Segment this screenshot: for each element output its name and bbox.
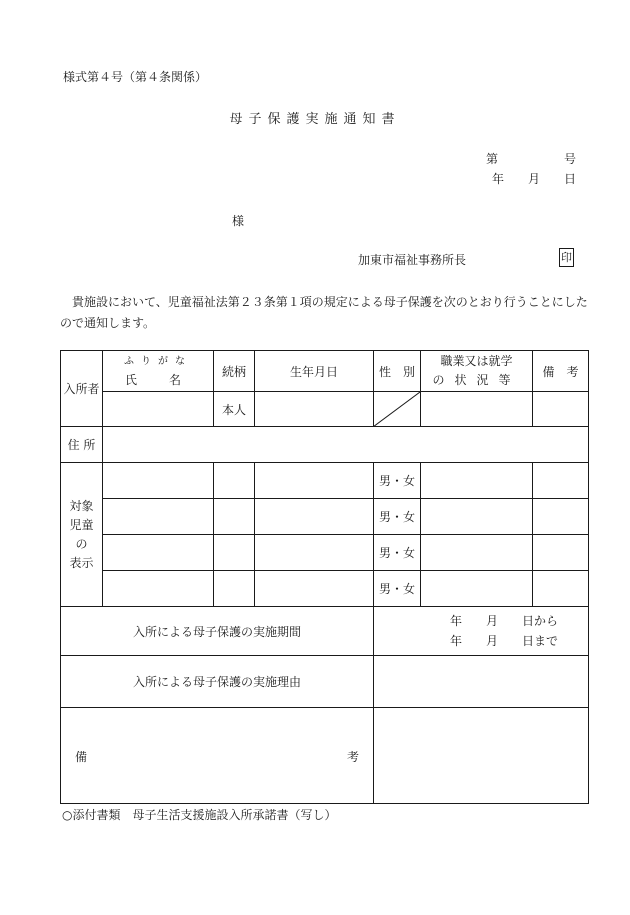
- notice-body-text: 貴施設において、児童福祉法第２３条第１項の規定による母子保護を次のとおり行うことにしたので通知します。: [60, 295, 588, 330]
- entrant-remarks-field[interactable]: [533, 392, 589, 427]
- document-title: 母子保護実施通知書: [229, 112, 401, 127]
- child-name-field[interactable]: [103, 535, 214, 571]
- child-remarks-field[interactable]: [533, 499, 589, 535]
- child-birthdate-field[interactable]: [255, 571, 374, 607]
- period-label: 入所による母子保護の実施期間: [61, 607, 374, 656]
- child-remarks-field[interactable]: [533, 535, 589, 571]
- diagonal-line: [374, 392, 420, 426]
- child-birthdate-field[interactable]: [255, 535, 374, 571]
- child-occupation-field[interactable]: [421, 571, 533, 607]
- child-name-field[interactable]: [103, 499, 214, 535]
- form-number: 様式第４号（第４条関係）: [63, 70, 208, 84]
- date-year: 年: [491, 172, 504, 186]
- period-from: 年 月 日から: [450, 614, 559, 629]
- child-relation-field[interactable]: [214, 535, 255, 571]
- child-birthdate-field[interactable]: [255, 499, 374, 535]
- name-header: [103, 351, 214, 392]
- occupation-header: [421, 351, 533, 392]
- document-number: [486, 150, 576, 167]
- furigana-label: ふりがな: [124, 356, 192, 367]
- entrant-birthdate-field[interactable]: [255, 392, 374, 427]
- remarks-label-right: 考: [346, 750, 359, 765]
- number-suffix: 号: [563, 152, 576, 166]
- reason-label: 入所による母子保護の実施理由: [61, 656, 374, 708]
- entrant-label: 入所者: [61, 351, 103, 427]
- number-prefix: 第: [485, 152, 498, 166]
- entrant-name-field[interactable]: [103, 392, 214, 427]
- child-label-2: 児童: [69, 517, 94, 532]
- protection-details-table: [60, 350, 589, 804]
- child-name-field[interactable]: [103, 463, 214, 499]
- child-relation-field[interactable]: [214, 463, 255, 499]
- child-birthdate-field[interactable]: [255, 463, 374, 499]
- birthdate-header: 生年月日: [255, 351, 374, 392]
- document-date: [492, 170, 576, 187]
- period-to: 年 月 日まで: [450, 634, 559, 649]
- child-remarks-field[interactable]: [533, 463, 589, 499]
- child-occupation-field[interactable]: [421, 535, 533, 571]
- occupation-line-2: の状況等: [432, 373, 521, 387]
- child-label-4: 表示: [69, 555, 94, 570]
- child-sex-option[interactable]: 男・女: [374, 535, 421, 571]
- sex-diagonal-cell: [374, 392, 421, 427]
- self-relation: 本人: [214, 392, 255, 427]
- occupation-line-1: 職業又は就学: [440, 354, 513, 368]
- child-sex-option[interactable]: 男・女: [374, 463, 421, 499]
- relation-header: 続柄: [214, 351, 255, 392]
- remarks-label: [61, 708, 374, 804]
- child-sex-option[interactable]: 男・女: [374, 499, 421, 535]
- date-month: 月: [527, 172, 540, 186]
- attachment-note: ○添付書類 母子生活支援施設入所承諾書（写し）: [62, 808, 337, 822]
- child-sex-option[interactable]: 男・女: [374, 571, 421, 607]
- sex-header: 性 別: [374, 351, 421, 392]
- child-occupation-field[interactable]: [421, 463, 533, 499]
- child-label-3: の: [75, 536, 88, 551]
- child-relation-field[interactable]: [214, 571, 255, 607]
- child-relation-field[interactable]: [214, 499, 255, 535]
- name-label: 氏 名: [124, 373, 191, 387]
- address-field[interactable]: [103, 427, 589, 463]
- child-remarks-field[interactable]: [533, 571, 589, 607]
- reason-field[interactable]: [374, 656, 589, 708]
- date-day: 日: [563, 172, 576, 186]
- period-field[interactable]: [374, 607, 589, 656]
- issuer-name: 加東市福祉事務所長: [358, 253, 467, 267]
- child-name-field[interactable]: [103, 571, 214, 607]
- addressee-honorific: 様: [232, 214, 245, 228]
- seal-mark: 印: [559, 248, 574, 267]
- address-label: 住 所: [61, 427, 103, 463]
- remarks-header: 備 考: [533, 351, 589, 392]
- remarks-field[interactable]: [374, 708, 589, 804]
- child-label: [61, 463, 103, 607]
- entrant-occupation-field[interactable]: [421, 392, 533, 427]
- remarks-label-left: 備: [75, 750, 88, 765]
- child-label-1: 対象: [69, 498, 94, 513]
- child-occupation-field[interactable]: [421, 499, 533, 535]
